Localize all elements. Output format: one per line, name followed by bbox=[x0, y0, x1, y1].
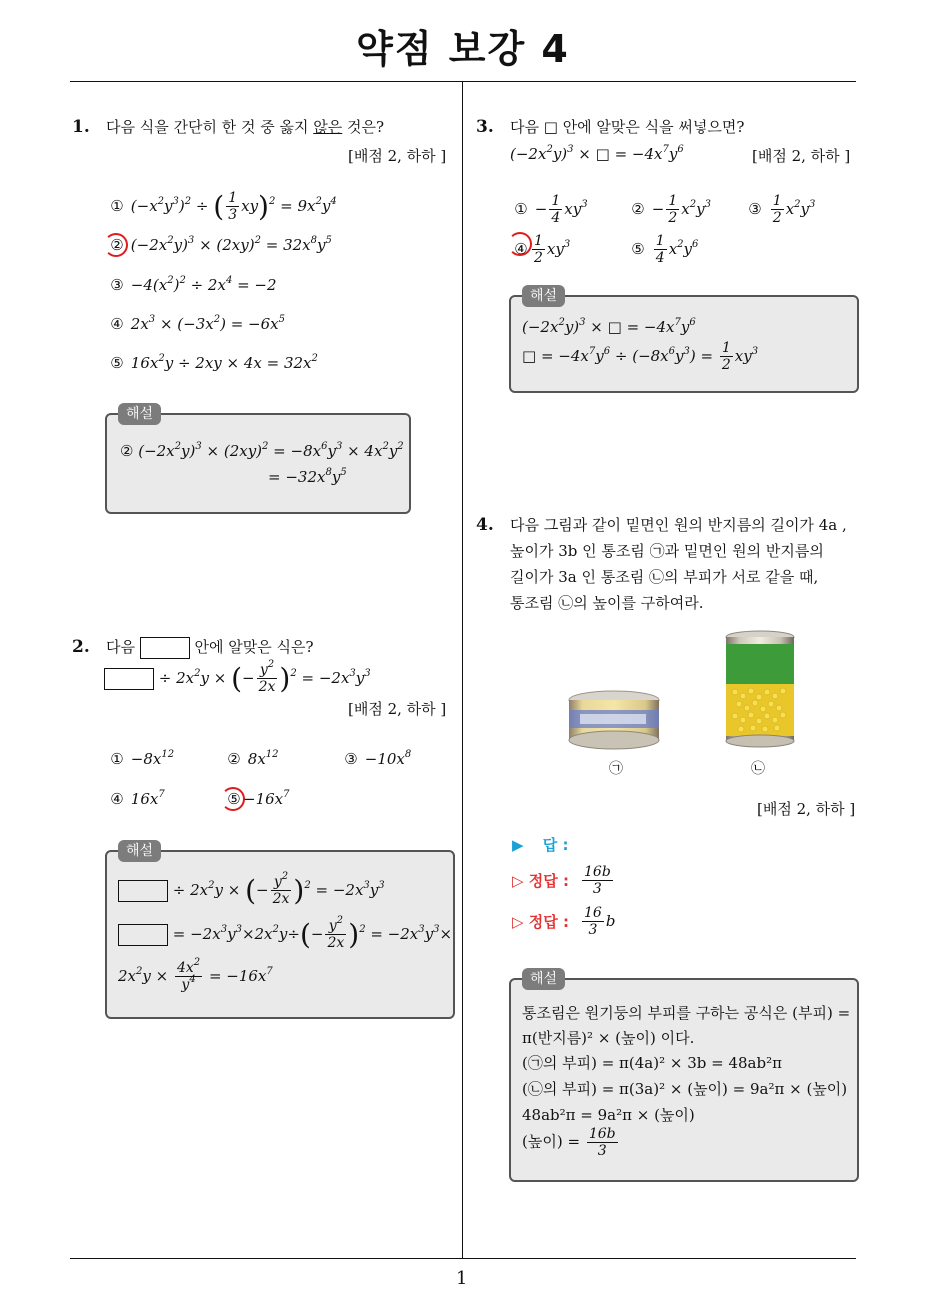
bottom-rule bbox=[70, 1258, 856, 1259]
q1-text-underlined: 않은 bbox=[313, 118, 343, 136]
q4-correct-label-2: 정답 : bbox=[528, 913, 569, 931]
q3-option-1[interactable]: ① − $\frac{1}{4}$ $xy^3$ bbox=[512, 193, 588, 226]
q4-explanation-line-6: (높이) = $\frac{16b}{3}$ bbox=[522, 1126, 616, 1159]
q1-option-4[interactable]: ④ $2x^3 \times (-3x^2) = -6x^5$ bbox=[108, 313, 285, 335]
q1-explanation-box bbox=[105, 413, 411, 514]
column-divider bbox=[462, 82, 463, 1259]
q2-equation: ÷ $2x^2y$ × (− $\frac{y^2}{2x}$ )$^2 = -2x^3y^3$ bbox=[104, 662, 371, 695]
q2-option-1[interactable]: ① $-8x^{12}$ bbox=[108, 748, 174, 770]
q4-explanation-line-2: π(반지름)² × (높이) 이다. bbox=[522, 1029, 695, 1047]
q1-meta: [배점 2, 하하 ] bbox=[348, 147, 447, 165]
q4-explanation-line-6-left: (높이) = bbox=[522, 1132, 581, 1151]
q3-meta: [배점 2, 하하 ] bbox=[752, 147, 851, 165]
page-title: 약점 보강 4 bbox=[356, 27, 570, 71]
q3-option-5[interactable]: ⑤ $\frac{1}{4}$ $x^2y^6$ bbox=[629, 233, 698, 266]
q2-explanation-line-2: = $-2x^3y^3\times 2x^2y\div(-$ $\frac{y^2}{2x}$ )$^2 = -2x^3y^3\times$ bbox=[118, 918, 452, 951]
q3-option-3[interactable]: ③ $\frac{1}{2}$ $x^2y^3$ bbox=[746, 193, 815, 226]
q1-option-3-marker: ③ bbox=[110, 276, 124, 294]
q4-number: 4. bbox=[476, 515, 494, 535]
q3-option-2-marker: ② bbox=[631, 199, 645, 218]
q4-explanation-line-3: (㉠의 부피) = π(4a)² × 3b = 48ab²π bbox=[522, 1054, 782, 1072]
q3-explanation-line-2: □ = $-4x^7y^6 \div (-8x^6y^3)$ = $\frac{1}{2}$ $xy^3$ bbox=[522, 340, 759, 373]
q1-option-1-marker: ① bbox=[110, 196, 124, 215]
q4-explanation-line-4: (㉡의 부피) = π(3a)² × (높이) = 9a²π × (높이) bbox=[522, 1080, 848, 1098]
q4-explanation-tag: 해설 bbox=[522, 968, 565, 990]
q1-option-5-marker: ⑤ bbox=[110, 354, 124, 372]
q1-explanation-tag: 해설 bbox=[118, 403, 161, 425]
q3-option-4-marker: ④ bbox=[514, 239, 528, 258]
q4-text-line-4: 통조림 ㉡의 높이를 구하여라. bbox=[510, 594, 704, 612]
q4-correct-label-1: 정답 : bbox=[528, 872, 569, 890]
page-number: 1 bbox=[456, 1268, 468, 1289]
q1-option-1[interactable]: ① $(-x^2y^3)^2$ ÷ ( $\frac{1}{3}$ $xy)^2 = 9x^2y^4$ bbox=[108, 190, 337, 223]
q2-expl-box-1 bbox=[118, 880, 168, 902]
q1-option-2[interactable]: ② $(-2x^2y)^3 \times (2xy)^2 = 32x^8y^5$ bbox=[108, 234, 332, 256]
q3-number: 3. bbox=[476, 117, 494, 137]
can-1-label: ㉠ bbox=[609, 761, 623, 777]
q2-option-5-marker: ⑤ bbox=[227, 790, 241, 808]
q1-option-4-marker: ④ bbox=[110, 315, 124, 333]
play-icon: ▶ bbox=[512, 836, 524, 854]
q4-correct-row-1 bbox=[512, 870, 569, 891]
q4-explanation-line-1: 통조림은 원기둥의 부피를 구하는 공식은 (부피) = bbox=[522, 1004, 851, 1022]
q4-correct-value-2: $\frac{16}{3}$ b bbox=[584, 905, 616, 938]
can-2-label: ㉡ bbox=[751, 761, 765, 777]
q2-meta: [배점 2, 하하 ] bbox=[348, 700, 447, 718]
q2-text-after: 안에 알맞은 식은? bbox=[194, 638, 314, 656]
q1-explanation-line-2: = $-32x^8y^5$ bbox=[268, 467, 347, 486]
q1-text-after: 것은? bbox=[342, 118, 385, 136]
q2-text bbox=[106, 634, 314, 660]
q2-option-1-marker: ① bbox=[110, 750, 124, 768]
can-2-image bbox=[723, 630, 797, 748]
q2-option-4-marker: ④ bbox=[110, 790, 124, 808]
q1-option-2-marker: ② bbox=[110, 236, 124, 254]
q4-text-line-3: 길이가 3a 인 통조림 ㉡의 부피가 서로 같을 때, bbox=[510, 568, 819, 586]
q1-number: 1. bbox=[72, 117, 90, 137]
q3-option-5-marker: ⑤ bbox=[631, 239, 645, 258]
q2-explanation-tag: 해설 bbox=[118, 840, 161, 862]
q3-option-2[interactable]: ② − $\frac{1}{2}$ $x^2y^3$ bbox=[629, 193, 711, 226]
q2-explanation-line-3: $2x^2y$ × $\frac{4x^2}{y^4}$ = $-16x^7$ bbox=[118, 957, 273, 993]
can-1-image bbox=[566, 688, 662, 750]
q4-text-line-2: 높이가 3b 인 통조림 ㉠과 밑면인 원의 반지름의 bbox=[510, 542, 824, 560]
q1-explanation-line-1: ② $(-2x^2y)^3 \times (2xy)^2 = -8x^6y^3 \times 4x^2y^2$ bbox=[120, 441, 404, 460]
q3-explanation-tag: 해설 bbox=[522, 285, 565, 307]
q2-option-4[interactable]: ④ $16x^7$ bbox=[108, 788, 165, 810]
q3-explanation-line-1: $(-2x^2y)^3$ × □ = $-4x^7y^6$ bbox=[522, 317, 696, 336]
q4-meta: [배점 2, 하하 ] bbox=[757, 800, 856, 818]
q4-text-line-1: 다음 그림과 같이 밑면인 원의 반지름의 길이가 4a , bbox=[510, 516, 847, 534]
q2-explanation-line-1: ÷ $2x^2y$ × (− $\frac{y^2}{2x}$ )$^2 = -2x^3y^3$ bbox=[118, 874, 385, 907]
triangle-icon: ▷ bbox=[512, 913, 524, 931]
q3-option-4[interactable]: ④ $\frac{1}{2}$ $xy^3$ bbox=[512, 233, 570, 266]
q4-answer-row bbox=[512, 834, 569, 855]
q3-equation: $(-2x^2y)^3$ × □ = $-4x^7y^6$ bbox=[510, 144, 684, 163]
q2-option-2[interactable]: ② $8x^{12}$ bbox=[225, 748, 279, 770]
q4-explanation-line-5: 48ab²π = 9a²π × (높이) bbox=[522, 1106, 695, 1124]
q4-answer-label: 답 : bbox=[542, 836, 569, 854]
q3-option-1-marker: ① bbox=[514, 199, 528, 218]
q2-text-before: 다음 bbox=[106, 638, 135, 656]
q1-text-before: 다음 식을 간단히 한 것 중 옳지 bbox=[106, 118, 314, 136]
q1-option-5[interactable]: ⑤ $16x^2y \div 2xy \times 4x = 32x^2$ bbox=[108, 352, 318, 374]
q2-expl-box-2 bbox=[118, 924, 168, 946]
q1-option-3[interactable]: ③ $-4(x^2)^2 \div 2x^4 = -2$ bbox=[108, 274, 277, 296]
q3-text: 다음 □ 안에 알맞은 식을 써넣으면? bbox=[510, 118, 745, 136]
q2-option-2-marker: ② bbox=[227, 750, 241, 768]
q2-option-3[interactable]: ③ $-10x^8$ bbox=[342, 748, 411, 770]
q3-option-3-marker: ③ bbox=[748, 199, 762, 218]
q2-equation-box bbox=[104, 668, 154, 690]
q4-correct-value-1: $\frac{16b}{3}$ bbox=[584, 864, 611, 897]
q2-number: 2. bbox=[72, 637, 90, 657]
q2-option-5[interactable]: ⑤ $-16x^7$ bbox=[225, 788, 290, 810]
q2-option-3-marker: ③ bbox=[344, 750, 358, 768]
q2-blank-box bbox=[140, 637, 190, 659]
q4-correct-row-2 bbox=[512, 911, 569, 932]
q1-text bbox=[106, 114, 384, 140]
top-rule bbox=[70, 81, 856, 82]
triangle-icon: ▷ bbox=[512, 872, 524, 890]
